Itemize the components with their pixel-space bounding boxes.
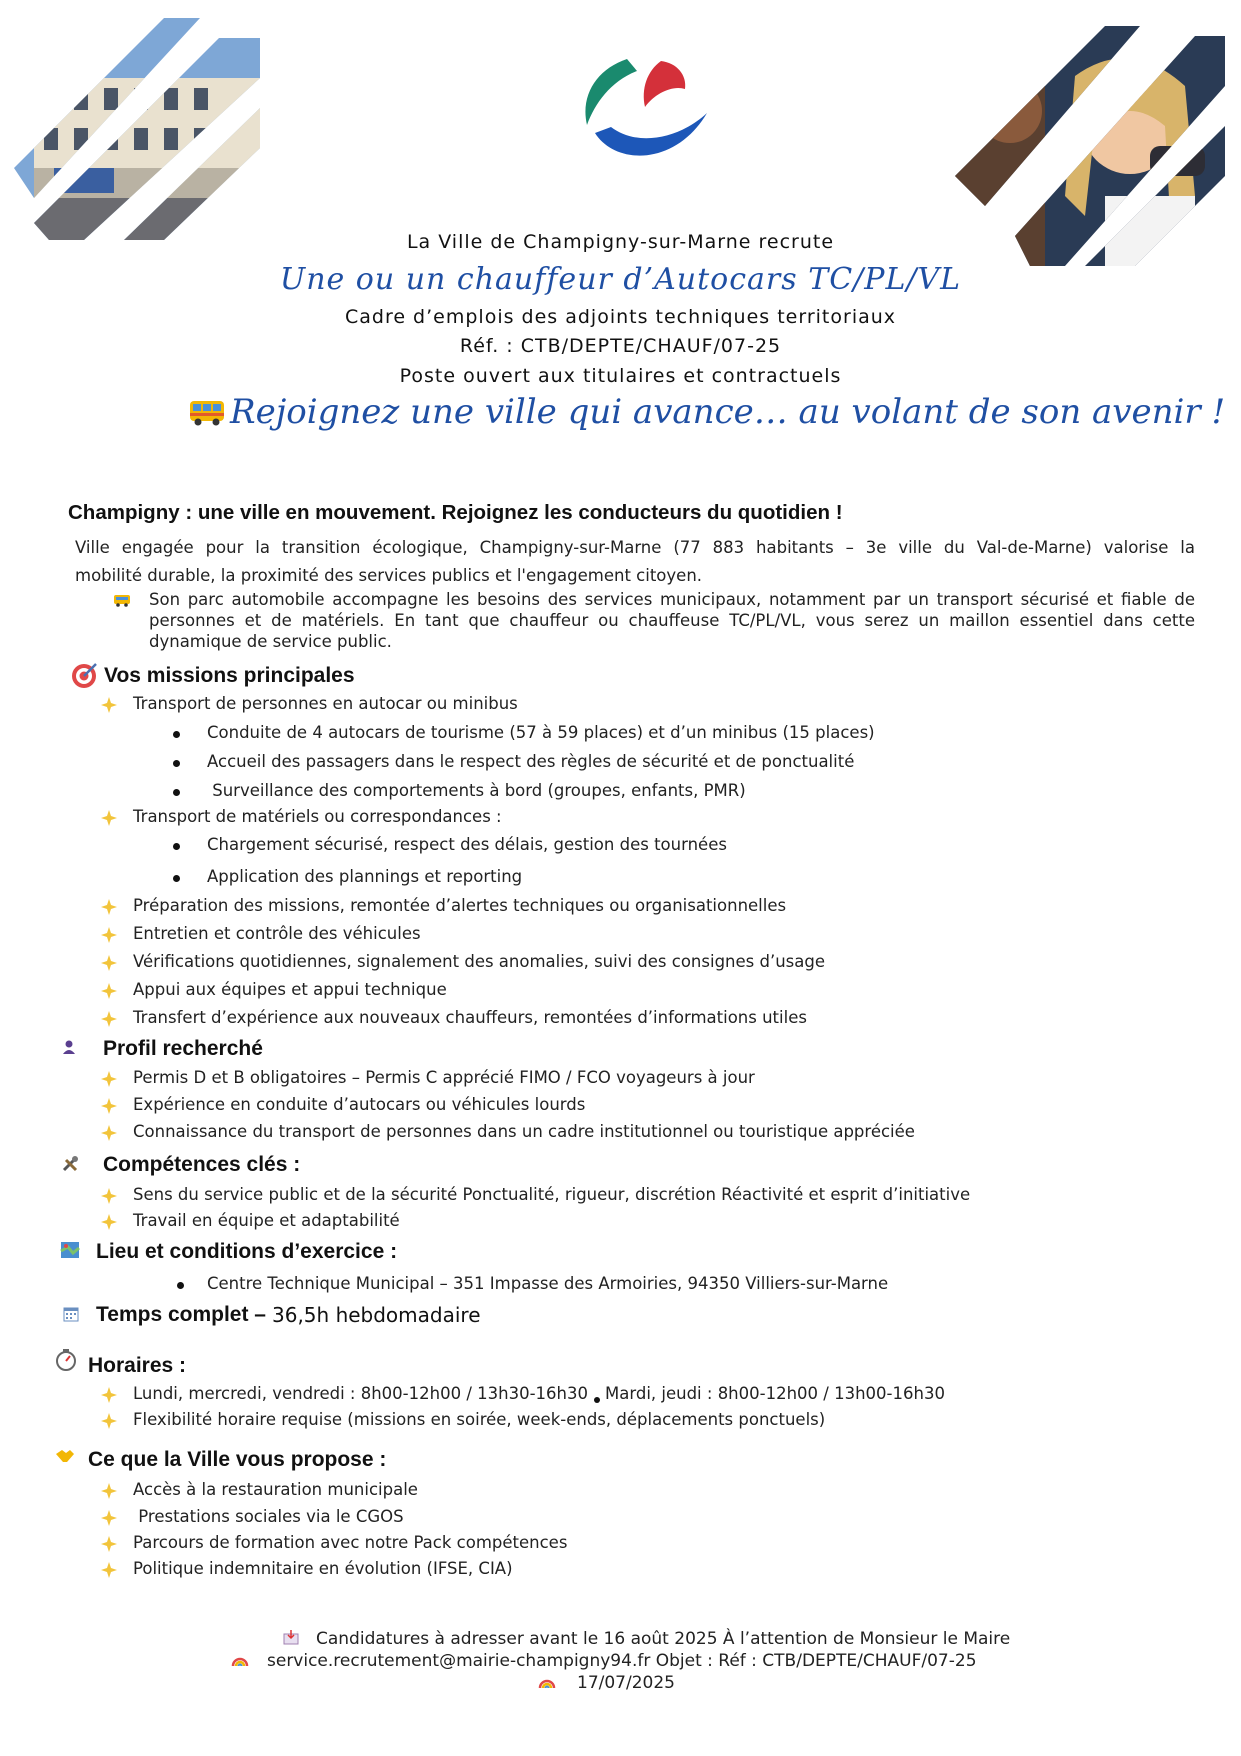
map-icon [60,1241,80,1259]
sparkle-icon [100,1187,118,1205]
sparkle-icon [100,1097,118,1115]
sparkle-icon [100,1010,118,1028]
competence-item: Sens du service public et de la sécurité Ponctualité, rigueur, discrétion Réactivité et esprit d’initiative [133,1185,971,1204]
bullet-dot [594,1397,600,1403]
missions-heading: Vos missions principales [104,664,355,687]
sparkle-icon [100,898,118,916]
mail-icon [283,1629,299,1645]
bullet-dot [173,843,180,850]
mission-item: Appui aux équipes et appui technique [133,980,447,999]
mission-item: Transport de matériels ou correspondances : [133,807,502,826]
horaires-item: Flexibilité horaire requise (missions en soirée, week-ends, déplacements ponctuels) [133,1410,826,1429]
fleet-paragraph-line2: personnes et de matériels. En tant que chauffeur ou chauffeuse TC/PL/VL, vous serez un maillon essentiel dans cette [149,611,1195,630]
sparkle-icon [100,1509,118,1527]
horaires-heading: Horaires : [88,1354,187,1377]
calendar-icon [63,1306,79,1322]
horaires-item: Lundi, mercredi, vendredi : 8h00-12h00 / 13h30-16h30 [133,1384,588,1403]
mission-item: Transport de personnes en autocar ou minibus [133,694,518,713]
competence-item: Travail en équipe et adaptabilité [133,1211,400,1230]
horaires-item: Mardi, jeudi : 8h00-12h00 / 13h00-16h30 [605,1384,945,1403]
temps-heading: Temps complet – [96,1303,266,1326]
mission-subitem: Surveillance des comportements à bord (groupes, enfants, PMR) [207,781,746,800]
propose-item: Accès à la restauration municipale [133,1480,418,1499]
mission-subitem: Chargement sécurisé, respect des délais, gestion des tournées [207,835,727,854]
mission-item: Vérifications quotidiennes, signalement des anomalies, suivi des consignes d’usage [133,952,826,971]
sparkle-icon [100,1482,118,1500]
profil-item: Connaissance du transport de personnes dans un cadre institutionnel ou touristique appréciée [133,1122,915,1141]
bullet-dot [173,789,180,796]
sparkle-icon [100,1124,118,1142]
temps-value: 36,5h hebdomadaire [272,1303,481,1327]
profil-item: Expérience en conduite d’autocars ou véhicules lourds [133,1095,586,1114]
lieu-item: Centre Technique Municipal – 351 Impasse des Armoiries, 94350 Villiers-sur-Marne [207,1274,889,1293]
rainbow-icon [231,1653,249,1667]
competences-heading: Compétences clés : [103,1153,301,1176]
sparkle-icon [100,1412,118,1430]
children-bus-photo [955,16,1225,266]
person-icon [61,1039,77,1055]
intro-heading: Champigny : une ville en mouvement. Rejoignez les conducteurs du quotidien ! [68,501,843,524]
bullet-dot [173,731,180,738]
footer-contact: service.recrutement@mairie-champigny94.fr Objet : Réf : CTB/DEPTE/CHAUF/07-25 [267,1651,977,1671]
mission-subitem: Application des plannings et reporting [207,867,523,886]
recruit-line: La Ville de Champigny-sur-Marne recrute [406,231,835,253]
mission-item: Entretien et contrôle des véhicules [133,924,421,943]
bullet-dot [173,760,180,767]
rainbow-icon [538,1675,556,1689]
handshake-icon [55,1448,75,1464]
sparkle-icon [100,1561,118,1579]
sparkle-icon [100,1070,118,1088]
city-hall-photo [14,18,260,240]
sparkle-icon [100,696,118,714]
sparkle-icon [100,1535,118,1553]
sparkle-icon [100,926,118,944]
fleet-paragraph-line1: Son parc automobile accompagne les besoins des services municipaux, notamment par un transport sécurisé et fiable de [149,590,1195,609]
propose-heading: Ce que la Ville vous propose : [88,1448,387,1471]
sparkle-icon [100,982,118,1000]
footer-date: 17/07/2025 [577,1673,675,1693]
champigny-logo [575,55,710,167]
stopwatch-icon [55,1348,77,1372]
sparkle-icon [100,1386,118,1404]
propose-item: Parcours de formation avec notre Pack compétences [133,1533,568,1552]
mission-item: Transfert d’expérience aux nouveaux chauffeurs, remontées d’informations utiles [133,1008,807,1027]
propose-item: Politique indemnitaire en évolution (IFSE, CIA) [133,1559,513,1578]
profil-heading: Profil recherché [103,1037,263,1060]
bullet-dot [173,875,180,882]
footer-deadline: Candidatures à adresser avant le 16 août 2025 À l’attention de Monsieur le Maire [316,1629,1011,1649]
lieu-heading: Lieu et conditions d’exercice : [96,1240,398,1263]
sparkle-icon [100,1213,118,1231]
open-to-line: Poste ouvert aux titulaires et contractuels [399,365,842,387]
mission-item: Préparation des missions, remontée d’alertes techniques ou organisationnelles [133,896,787,915]
reference-line: Réf. : CTB/DEPTE/CHAUF/07-25 [459,335,782,357]
propose-item: Prestations sociales via le CGOS [133,1507,404,1526]
mission-subitem: Conduite de 4 autocars de tourisme (57 à 59 places) et d’un minibus (15 places) [207,723,875,742]
minibus-icon [113,593,131,607]
sparkle-icon [100,954,118,972]
intro-paragraph-line2: mobilité durable, la proximité des services publics et l'engagement citoyen. [75,566,703,585]
job-title: Une ou un chauffeur d’Autocars TC/PL/VL [279,262,962,297]
target-icon [70,662,98,690]
cadre-line: Cadre d’emplois des adjoints techniques territoriaux [344,306,897,328]
intro-paragraph-line1: Ville engagée pour la transition écologique, Champigny-sur-Marne (77 883 habitants – 3e ville du Val-de-Marne) valorise la [75,538,1195,557]
bullet-dot [177,1282,184,1289]
profil-item: Permis D et B obligatoires – Permis C apprécié FIMO / FCO voyageurs à jour [133,1068,755,1087]
slogan: Rejoignez une ville qui avance… au volant de son avenir ! [230,392,1226,432]
tools-icon [61,1155,79,1173]
sparkle-icon [100,809,118,827]
mission-subitem: Accueil des passagers dans le respect des règles de sécurité et de ponctualité [207,752,855,771]
fleet-paragraph-line3: dynamique de service public. [149,632,392,651]
bus-icon [188,397,226,427]
